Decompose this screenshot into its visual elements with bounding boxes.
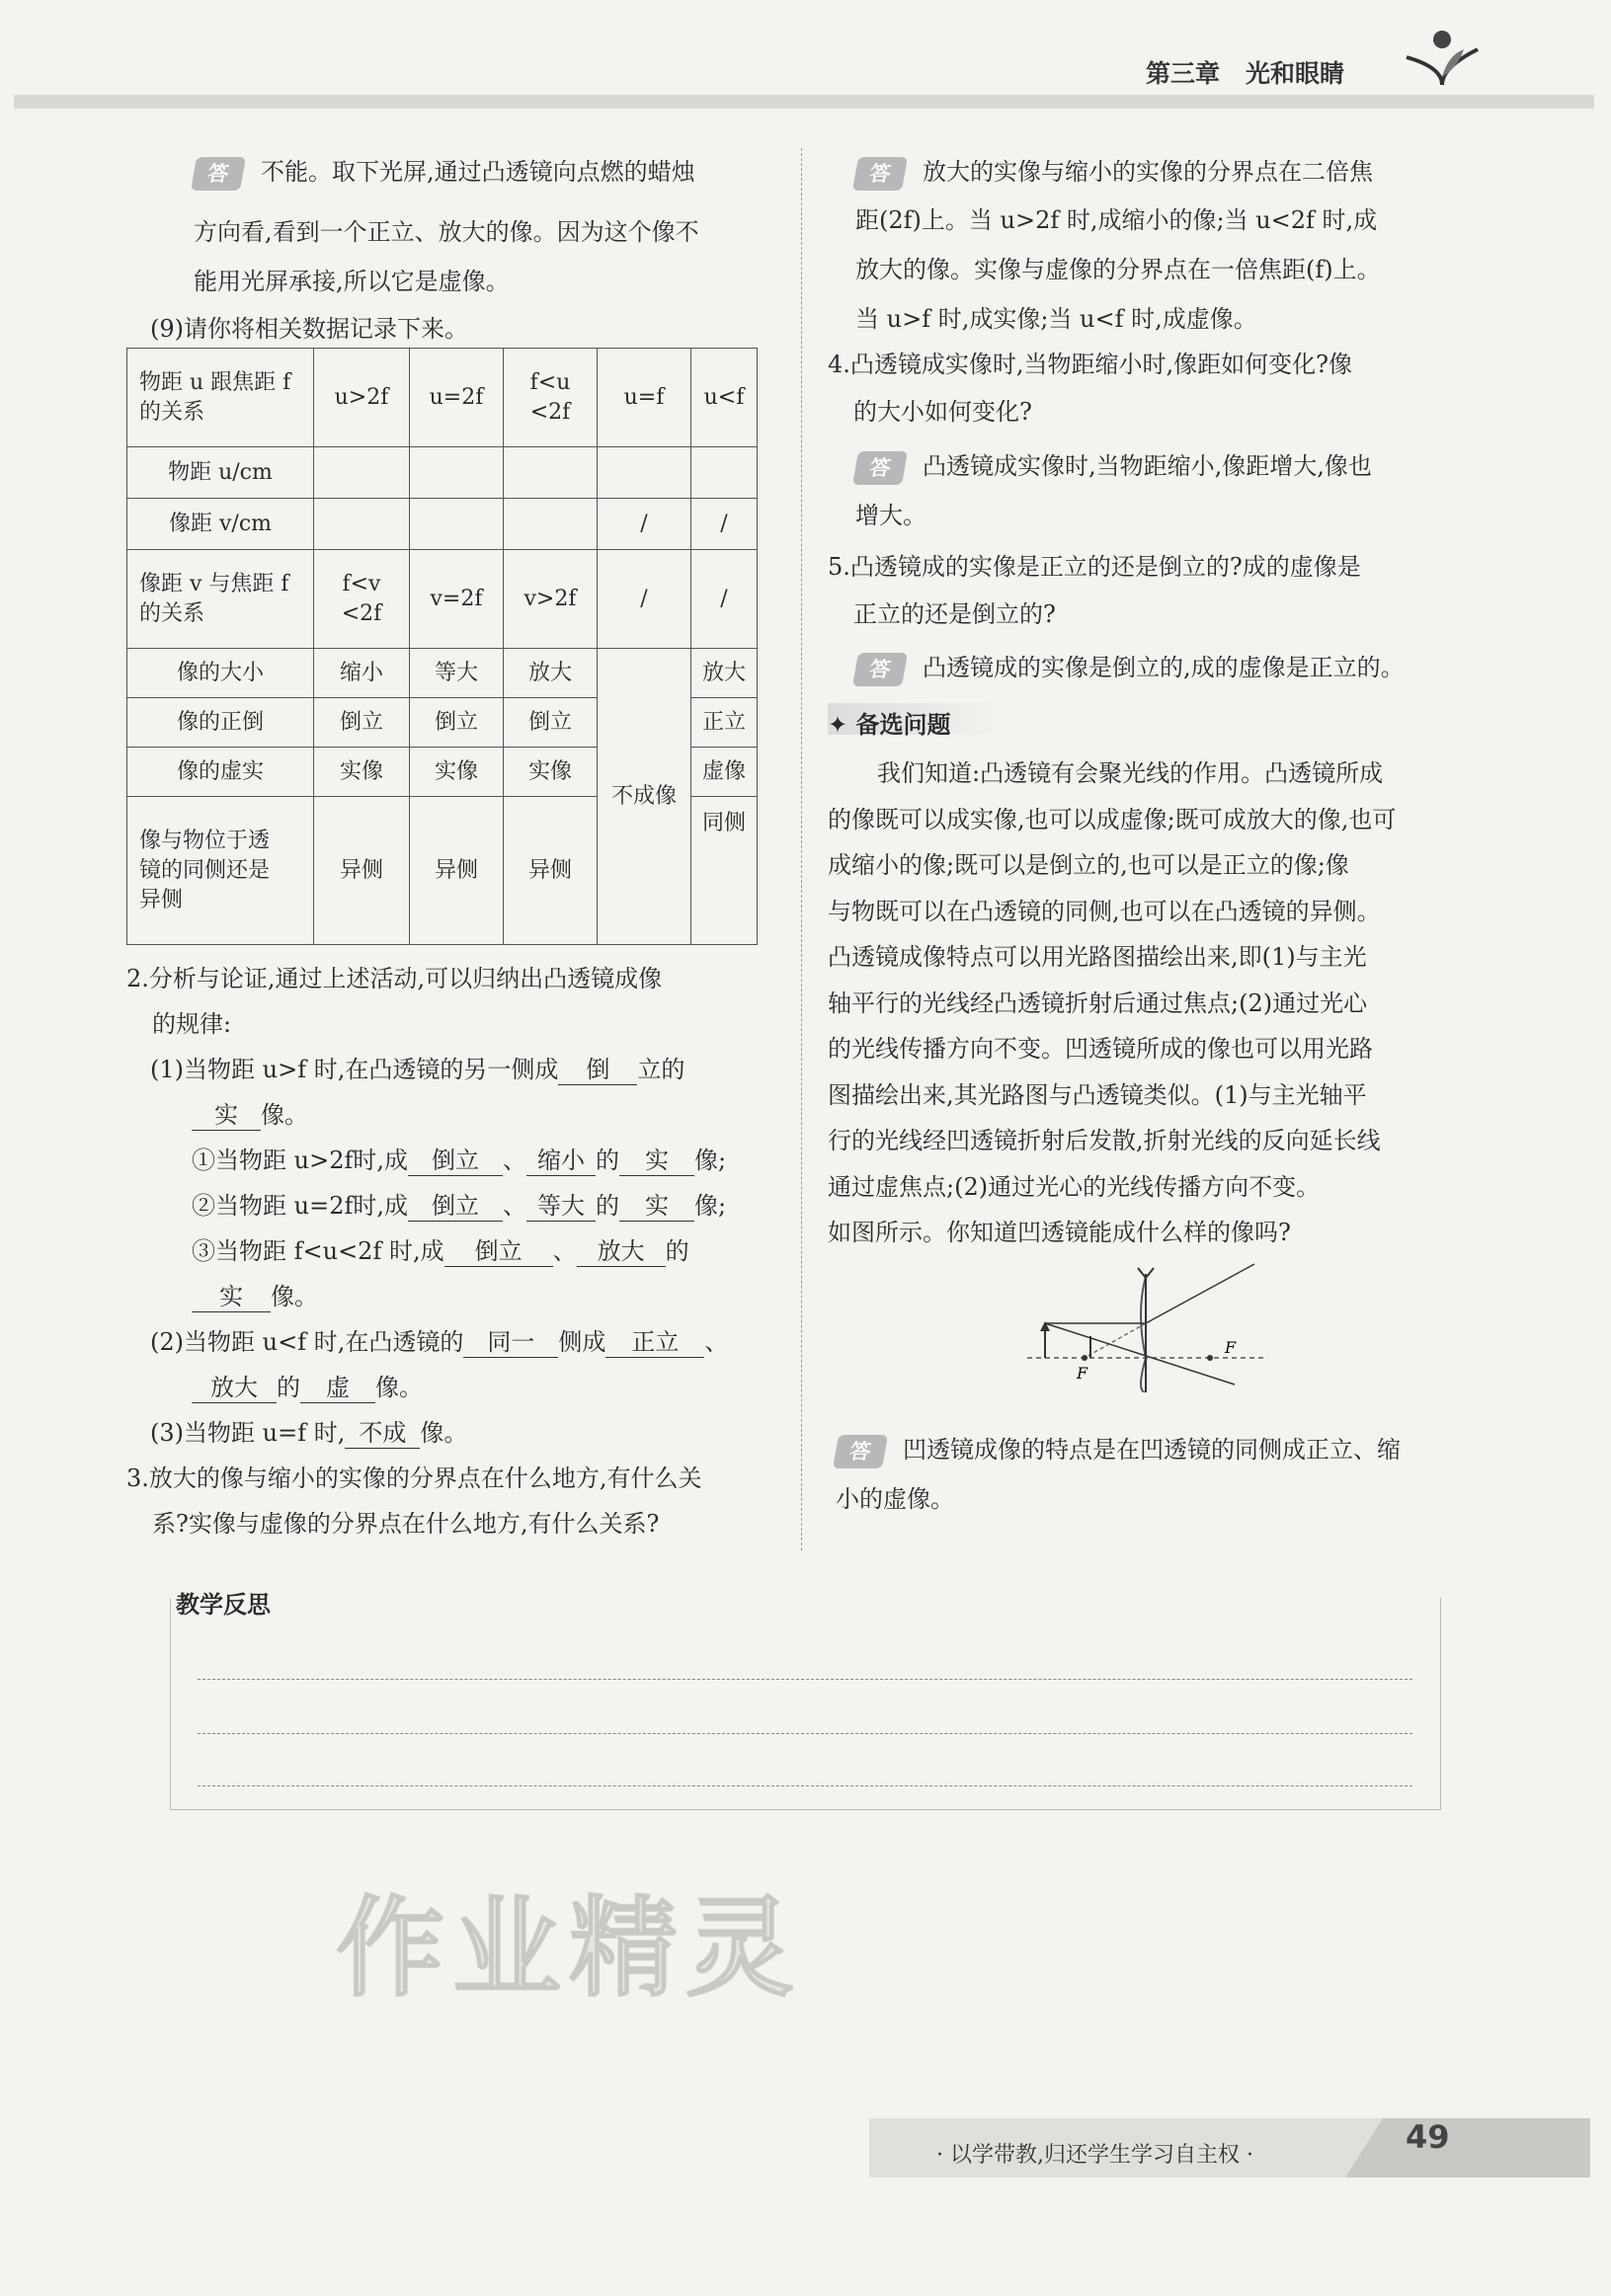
question-4: 4.凸透镜成实像时,当物距缩小时,像距如何变化?像 的大小如何变化?: [828, 351, 1353, 426]
data-table: [126, 348, 758, 945]
table-cell: 异侧: [314, 797, 410, 945]
table-cell: f<v <2f: [314, 550, 410, 649]
answer-1-cont: [194, 207, 786, 306]
table-cell: 放大: [504, 649, 598, 698]
table-cell: 等大: [410, 649, 504, 698]
answer-3: 答 放大的实像与缩小的实像的分界点在二倍焦 距(2f)上。当 u>2f 时,成缩小的像;当 u<2f 时,成 放大的像。实像与虚像的分界点在一倍焦距(f)上。 当 u>f 时,成实像;当 u<f 时,成虚像。: [855, 148, 1488, 344]
table-cell: 实像: [504, 748, 598, 797]
table-cell: 放大: [691, 649, 758, 698]
blank-answer: 正立: [605, 1327, 704, 1358]
writing-line: [198, 1785, 1412, 1786]
blank-answer: 实: [619, 1191, 694, 1222]
blank-answer: 不成: [345, 1418, 420, 1449]
table-cell: 实像: [314, 748, 410, 797]
table-cell-no-image: 不成像: [598, 649, 691, 945]
blank-answer: 倒立: [408, 1146, 503, 1176]
rule-1-3: ③当物距 f<u<2f 时,成 倒立 、 放大 的: [192, 1237, 689, 1265]
table-cell: 虚像: [691, 748, 758, 797]
question-3: 3.放大的像与缩小的实像的分界点在什么地方,有什么关 系?实像与虚像的分界点在什么地方,有什么关系?: [126, 1465, 702, 1538]
rule-1-2: ②当物距 u=2f时,成 倒立 、 等大 的 实 像;: [192, 1192, 727, 1220]
focal-point-left: [1082, 1355, 1087, 1361]
q9-prompt: (9)请你将相关数据记录下来。: [150, 315, 468, 343]
answer-1: [194, 148, 786, 196]
table-header: u<f: [691, 349, 758, 447]
reflection-title: 教学反思: [176, 1585, 281, 1620]
table-cell: [410, 447, 504, 499]
focal-label-right: F: [1225, 1338, 1237, 1357]
writing-line: [198, 1733, 1412, 1734]
book-leaf-logo-icon: [1403, 28, 1482, 87]
table-cell: [410, 499, 504, 550]
table-cell: 正立: [691, 698, 758, 748]
lens-top-arrow: [1138, 1268, 1154, 1278]
header-bar: [14, 95, 1594, 109]
chapter-header: [1146, 54, 1370, 90]
blank-answer: 放大: [577, 1236, 666, 1267]
table-header: u=f: [598, 349, 691, 447]
table-cell: [504, 447, 598, 499]
table-row-label: 像与物位于透 镜的同侧还是 异侧: [127, 797, 314, 945]
table-cell: 倒立: [410, 698, 504, 748]
table-cell: v=2f: [410, 550, 504, 649]
blank-answer: 等大: [526, 1191, 596, 1222]
answer-5: 答 凸透镜成的实像是倒立的,成的虚像是正立的。: [855, 644, 1507, 691]
focal-point-right: [1207, 1355, 1213, 1361]
rule-1: (1)当物距 u>f 时,在凸透镜的另一侧成 倒 立的: [150, 1056, 685, 1083]
question-2: 2.分析与论证,通过上述活动,可以归纳出凸透镜成像 的规律:: [126, 965, 663, 1038]
writing-line: [198, 1679, 1412, 1680]
answer-icon: 答: [833, 1435, 888, 1468]
answer-1-line: 方向看,看到一个正立、放大的像。因为这个像不: [194, 218, 699, 246]
answer-1-line: 不能。取下光屏,通过凸透镜向点燃的蜡烛: [261, 158, 695, 186]
table-header: u=2f: [410, 349, 504, 447]
table-header: 物距 u 跟焦距 f 的关系: [127, 349, 314, 447]
table-row-label: 像的虚实: [127, 748, 314, 797]
chapter-number: 第三章: [1146, 59, 1221, 88]
watermark: 作业精灵: [336, 1885, 802, 2012]
footer-slogan: · 以学带教,归还学生学习自主权 ·: [936, 2143, 1253, 2168]
central-ray: [1045, 1323, 1235, 1385]
table-cell: [314, 499, 410, 550]
table-cell: 倒立: [314, 698, 410, 748]
table-row-label: 像的大小: [127, 649, 314, 698]
blank-answer: 放大: [192, 1373, 277, 1403]
table-header: f<u <2f: [504, 349, 598, 447]
table-cell: 异侧: [410, 797, 504, 945]
question-5: 5.凸透镜成的实像是正立的还是倒立的?成的虚像是 正立的还是倒立的?: [828, 553, 1361, 628]
rule-1-1: ①当物距 u>2f时,成 倒立 、 缩小 的 实 像;: [192, 1147, 727, 1174]
chapter-title: 光和眼睛: [1246, 59, 1345, 88]
table-cell: /: [691, 550, 758, 649]
table-cell: /: [691, 499, 758, 550]
table-cell: [314, 447, 410, 499]
table-cell: /: [598, 550, 691, 649]
table-cell: 同侧: [691, 797, 758, 945]
blank-answer: 缩小: [526, 1146, 596, 1176]
blank-answer: 同一: [463, 1327, 558, 1358]
answer-4: 答 凸透镜成实像时,当物距缩小,像距增大,像也 增大。: [855, 442, 1488, 541]
answer-1-line: 能用光屏承接,所以它是虚像。: [194, 268, 510, 295]
section-heading: ✦ 备选问题: [828, 705, 950, 740]
table-header: u>2f: [314, 349, 410, 447]
answer-6: 答 凹透镜成像的特点是在凹透镜的同侧成正立、缩 小的虚像。: [836, 1426, 1497, 1525]
table-cell: /: [598, 499, 691, 550]
concave-lens-ray-diagram: [1027, 1254, 1264, 1392]
table-row-label: 像距 v/cm: [127, 499, 314, 550]
blank-answer: 实: [192, 1282, 271, 1312]
table-cell: [504, 499, 598, 550]
diamond-icon: ✦: [828, 711, 856, 739]
table-cell: 缩小: [314, 649, 410, 698]
blank-answer: 实: [192, 1100, 261, 1131]
rule-3: (3)当物距 u=f 时, 不成 像。: [150, 1419, 468, 1447]
page-number: 49: [1406, 2118, 1450, 2156]
table-cell: 实像: [410, 748, 504, 797]
answer-icon: 答: [852, 157, 908, 191]
alt-question-paragraph: 我们知道:凸透镜有会聚光线的作用。凸透镜所成 的像既可以成实像,也可以成虚像;既可成放大的像,也可 成缩小的像;既可以是倒立的,也可以是正立的像;像 与物既可以在凸透镜的同侧,也可以在凸透镜的异侧。 凸透镜成像特点可以用光路图描绘出来,即(1)与主光 轴平行的光线经凸透镜折射后通过焦点;(2)通过光心 的光线传播方向不变。凹透镜所成的像也可以用光路 图描绘出来,其光路图与凸透镜类似。(1)与主光轴平 行的光线经凹透镜折射后发散,折射光线的反向延长线 通过虚焦点;(2)通过光心的光线传播方向不变。 如图所示。你知道凹透镜能成什么样的像吗?: [828, 759, 1397, 1246]
answer-icon: 答: [852, 653, 908, 686]
table-cell: [691, 447, 758, 499]
table-row-label: 像距 v 与焦距 f 的关系: [127, 550, 314, 649]
table-row-label: 像的正倒: [127, 698, 314, 748]
table-cell: [598, 447, 691, 499]
footer-band: [0, 2108, 1611, 2177]
table-cell: v>2f: [504, 550, 598, 649]
blank-answer: 虚: [300, 1373, 375, 1403]
rules-list: (1)当物距 u>f 时,在凸透镜的另一侧成 倒 立的 实 像。 ①当物距 u>2f时,成 倒立 、 缩小 的 实 像; ②当物距 u=2f时,成 倒立 、 等大 的 实 像; ③当物距 f<u<2f 时,成 倒立 、 放大 的 实 像。 (2)当物距 u<f 时,在凸透镜的 同一 侧成 正立 、 放大 的 虚 像。 (3)当物距 u=f 时, 不成 像。: [150, 1047, 802, 1456]
table-cell: 倒立: [504, 698, 598, 748]
table-row-label: 物距 u/cm: [127, 447, 314, 499]
blank-answer: 倒: [558, 1055, 637, 1085]
blank-answer: 倒立: [408, 1191, 503, 1222]
refracted-ray: [1146, 1264, 1254, 1323]
answer-icon: 答: [852, 451, 908, 485]
blank-answer: 倒立: [444, 1236, 553, 1267]
table-cell: 异侧: [504, 797, 598, 945]
reflection-box: [170, 1598, 1441, 1810]
focal-label-left: F: [1077, 1364, 1088, 1383]
answer-icon: 答: [191, 157, 246, 191]
rule-2: (2)当物距 u<f 时,在凸透镜的 同一 侧成 正立 、: [150, 1328, 729, 1356]
blank-answer: 实: [619, 1146, 694, 1176]
